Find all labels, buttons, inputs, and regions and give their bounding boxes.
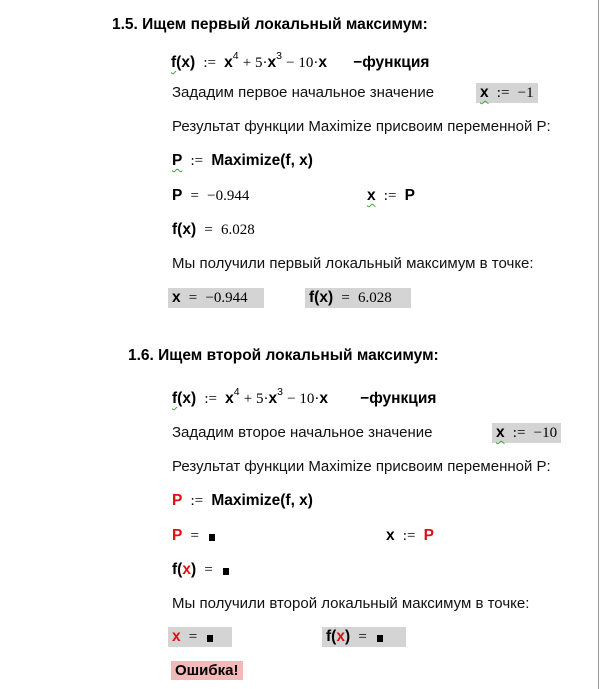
section2-maximize-assign[interactable]: P := Maximize(f, x) bbox=[172, 492, 313, 509]
section1-function-definition[interactable]: f(x) := $x^4 + 5\cdot x^3 - 10\cdot x$ −функция bbox=[171, 50, 430, 71]
section2-heading: 1.6. Ищем второй локальный максимум: bbox=[128, 347, 439, 364]
section1-init-text: Зададим первое начальное значение bbox=[172, 84, 435, 101]
sheet-right-border bbox=[598, 0, 599, 689]
section1-result-text: Результат функции Maximize присвоим переменной P: bbox=[172, 118, 551, 135]
section1-maximize-assign[interactable]: P := Maximize(f, x) bbox=[172, 152, 313, 169]
section1-p-result[interactable]: P = −0.944 bbox=[172, 187, 250, 204]
section2-result-text: Результат функции Maximize присвоим переменной P: bbox=[172, 458, 551, 475]
section1-x-assign[interactable]: x := P bbox=[367, 187, 415, 204]
section2-got-text: Мы получили второй локальный максимум в точке: bbox=[172, 595, 530, 612]
placeholder-block bbox=[377, 635, 383, 642]
placeholder-block bbox=[207, 635, 213, 642]
section1-fx-result[interactable]: f(x) = 6.028 bbox=[172, 221, 255, 238]
placeholder-block bbox=[223, 568, 229, 575]
section1-final-x[interactable]: x = −0.944 bbox=[168, 288, 264, 308]
section2-final-x[interactable]: x = bbox=[168, 627, 232, 647]
section1-init-assign[interactable]: x := −1 bbox=[476, 83, 538, 103]
section2-init-assign[interactable]: x := −10 bbox=[492, 423, 561, 443]
section1-got-text: Мы получили первый локальный максимум в точке: bbox=[172, 255, 534, 272]
section2-p-result[interactable]: P = bbox=[172, 527, 215, 545]
func-label: −функция bbox=[353, 54, 430, 71]
error-badge: Ошибка! bbox=[171, 661, 243, 680]
section2-init-text: Зададим второе начальное значение bbox=[172, 424, 433, 441]
section1-heading: 1.5. Ищем первый локальный максимум: bbox=[112, 16, 428, 33]
section2-x-assign[interactable]: x := P bbox=[386, 527, 434, 544]
func-name: f bbox=[171, 54, 177, 71]
section2-fx-result[interactable]: f(x) = bbox=[172, 561, 229, 579]
section1-final-fx[interactable]: f(x) = 6.028 bbox=[305, 288, 411, 308]
section2-function-definition[interactable]: f(x) := $x^4 + 5\cdot x^3 - 10\cdot x$ −функция bbox=[172, 386, 437, 407]
section2-final-fx[interactable]: f(x) = bbox=[322, 627, 406, 647]
placeholder-block bbox=[209, 534, 215, 541]
